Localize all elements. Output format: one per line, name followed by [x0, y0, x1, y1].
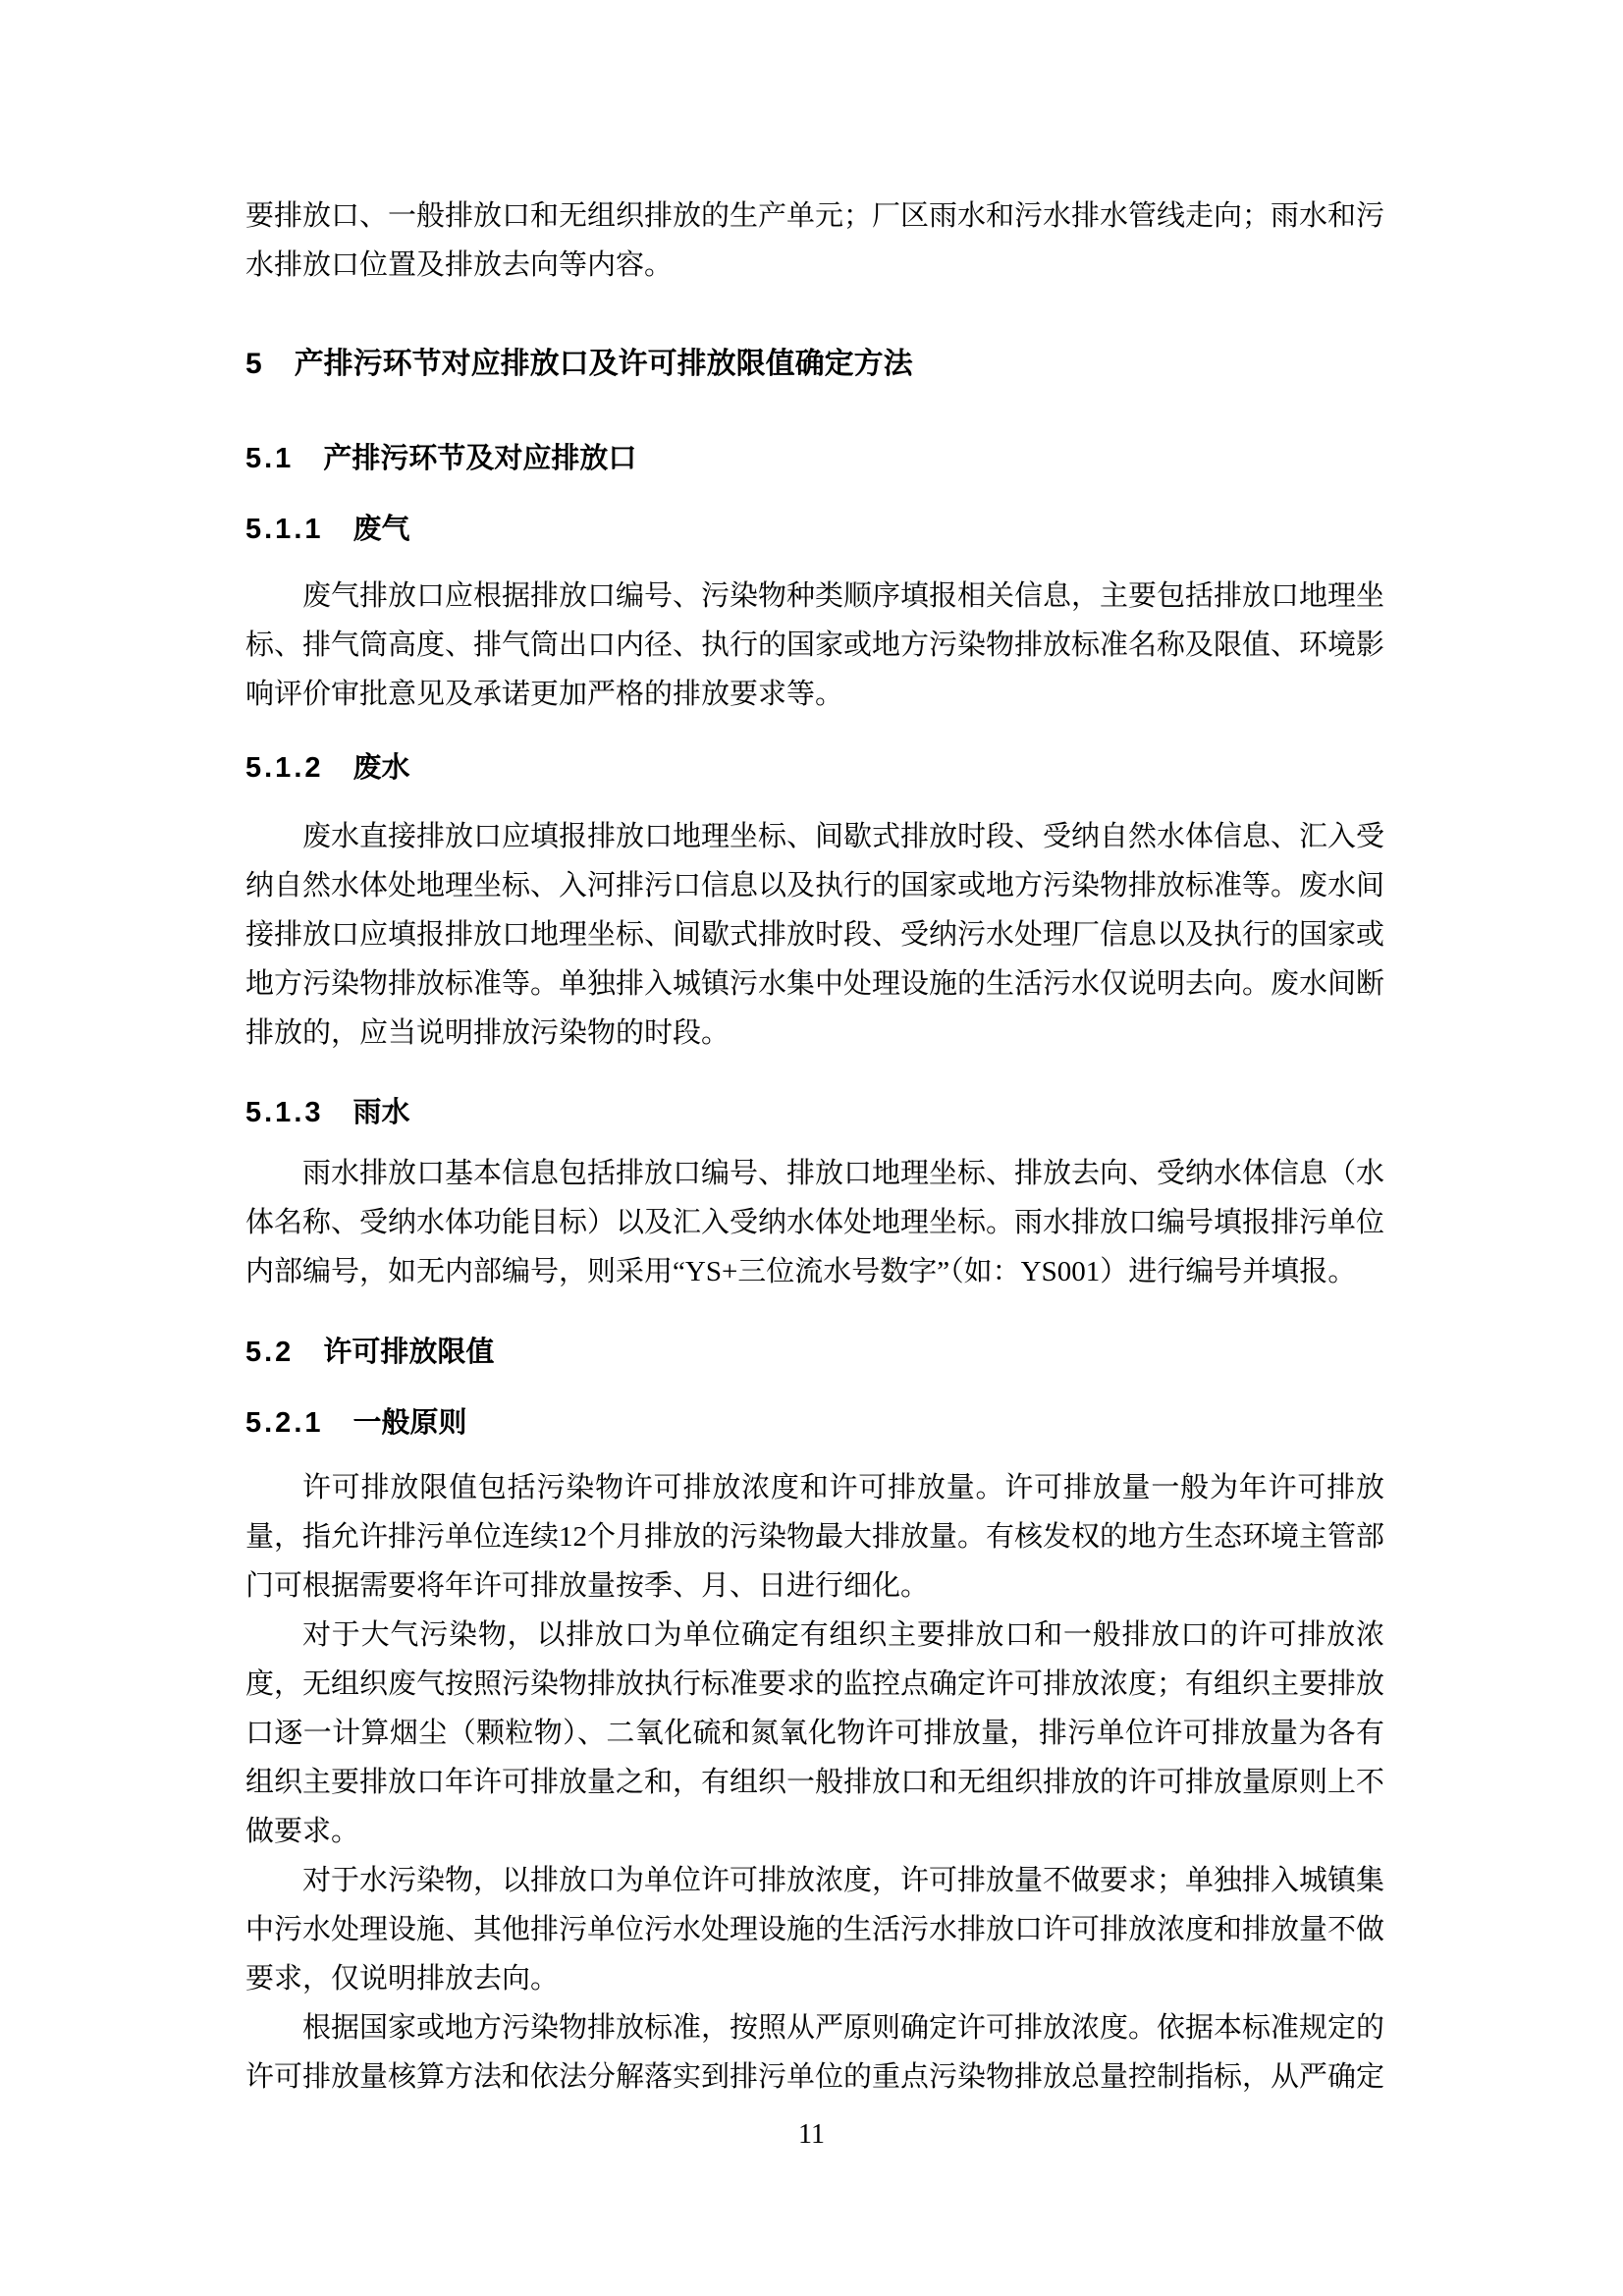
section-title: 产排污环节及对应排放口 [323, 443, 637, 474]
section-title: 产排污环节对应排放口及许可排放限值确定方法 [294, 348, 913, 380]
paragraph-waste-water: 废水直接排放口应填报排放口地理坐标、间歇式排放时段、受纳自然水体信息、汇入受纳自然水体处地理坐标、入河排污口信息以及执行的国家或地方污染物排放标准等。废水间接排放口应填报排放口地理坐标、间歇式排放时段、受纳污水处理厂信息以及执行的国家或地方污染物排放标准等。单独排入城镇污水集中处理设施的生活污水仅说明去向。废水间断排放的，应当说明排放污染物的时段。 [245, 821, 1385, 1049]
paragraph-waste-gas: 废气排放口应根据排放口编号、污染物种类顺序填报相关信息，主要包括排放口地理坐标、排气筒高度、排气筒出口内径、执行的国家或地方污染物排放标准名称及限值、环境影响评价审批意见及承诺更加严格的排放要求等。 [245, 580, 1385, 710]
section-heading-5-1-3 [245, 1089, 1384, 1136]
section-heading-5-2 [245, 1329, 1384, 1376]
document-body [245, 191, 1384, 2102]
section-title: 废水 [352, 752, 410, 784]
page-number: 11 [798, 2119, 825, 2150]
section-heading-5-1-2 [245, 744, 1384, 792]
section-heading-5-1-1 [245, 506, 1384, 553]
section-number: 5.1.3 [245, 1097, 324, 1128]
section-number: 5.2.1 [245, 1407, 324, 1439]
paragraph-limit-air: 对于大气污染物，以排放口为单位确定有组织主要排放口和一般排放口的许可排放浓度，无组织废气按照污染物排放执行标准要求的监控点确定许可排放浓度；有组织主要排放口逐一计算烟尘（颗粒物）、二氧化硫和氮氧化物许可排放量，排污单位许可排放量为各有组织主要排放口年许可排放量之和，有组织一般排放口和无组织排放的许可排放量原则上不做要求。 [245, 1619, 1385, 1847]
section-number: 5.1.1 [245, 514, 324, 545]
section-title: 许可排放限值 [323, 1337, 495, 1368]
section-number: 5.1 [245, 443, 295, 474]
paragraph-limit-standard: 根据国家或地方污染物排放标准，按照从严原则确定许可排放浓度。依据本标准规定的许可排放量核算方法和依法分解落实到排污单位的重点污染物排放总量控制指标，从严确定 [245, 2012, 1385, 2093]
paragraph-intro-continuation: 要排放口、一般排放口和无组织排放的生产单元；厂区雨水和污水排水管线走向；雨水和污水排放口位置及排放去向等内容。 [245, 200, 1385, 281]
section-number: 5 [245, 348, 265, 380]
paragraph-limit-general: 许可排放限值包括污染物许可排放浓度和许可排放量。许可排放量一般为年许可排放量，指允许排污单位连续12个月排放的污染物最大排放量。有核发权的地方生态环境主管部门可根据需要将年许可排放量按季、月、日进行细化。 [245, 1472, 1385, 1602]
section-title: 一般原则 [352, 1407, 467, 1439]
section-title: 废气 [352, 514, 410, 545]
section-number: 5.2 [245, 1337, 295, 1368]
paragraph-rain-water: 雨水排放口基本信息包括排放口编号、排放口地理坐标、排放去向、受纳水体信息（水体名称、受纳水体功能目标）以及汇入受纳水体处地理坐标。雨水排放口编号填报排污单位内部编号，如无内部编号，则采用“YS+三位流水号数字”（如：YS001）进行编号并填报。 [245, 1158, 1385, 1287]
paragraph-limit-water: 对于水污染物，以排放口为单位许可排放浓度，许可排放量不做要求；单独排入城镇集中污水处理设施、其他排污单位污水处理设施的生活污水排放口许可排放浓度和排放量不做要求，仅说明排放去向。 [245, 1865, 1385, 1995]
section-heading-5 [245, 341, 1384, 388]
section-heading-5-2-1 [245, 1399, 1384, 1447]
section-title: 雨水 [352, 1097, 410, 1128]
section-number: 5.1.2 [245, 752, 324, 784]
section-heading-5-1 [245, 435, 1384, 482]
